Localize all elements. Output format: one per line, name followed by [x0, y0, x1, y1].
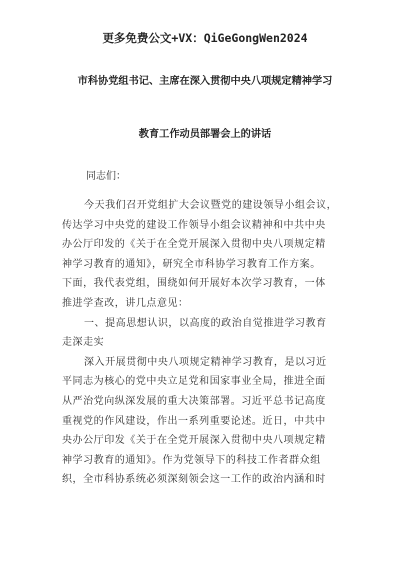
section-heading-line: 一、提高思想认识，以高度的政治自觉推进学习教育: [84, 317, 327, 329]
body-line: 传达学习中央党的建设工作领导小组会议精神和中共中央: [62, 219, 326, 231]
document-body: [62, 196, 362, 490]
document-title-line-1: 市科协党组书记、主席在深入贯彻中央八项规定精神学习: [77, 76, 333, 87]
body-line: 下面，我代表党组，围绕如何开展好本次学习教育，一体: [62, 278, 326, 290]
body-line: 织，全市科协系统必须深刻领会这一工作的政治内涵和时: [62, 474, 326, 486]
body-line: 重视党的作风建设，作出一系列重要论述。近日，中共中: [62, 415, 326, 427]
body-line: 办公厅印发的《关于在全党开展深入贯彻中央八项规定精: [62, 239, 326, 251]
body-line: 神学习教育的通知》。作为党领导下的科技工作者群众组: [62, 454, 321, 466]
body-line: 平同志为核心的党中央立足党和国家事业全局，推进全面: [62, 376, 326, 388]
body-line: 深入开展贯彻中央八项规定精神学习教育，是以习近: [84, 356, 327, 368]
document-header: 更多免费公文+VX：QiGeGongWen2024: [102, 31, 308, 45]
body-line: 从严治党向纵深发展的重大决策部署。习近平总书记高度: [62, 395, 326, 407]
greeting: 同志们：: [86, 171, 126, 182]
body-line: 神学习教育的通知》，研究全市科协学习教育工作方案。: [62, 258, 321, 270]
body-line: 今天我们召开党组扩大会议暨党的建设领导小组会议，: [84, 200, 338, 211]
section-heading-line: 走深走实: [62, 337, 105, 349]
body-line: 推进学查改，讲几点意见：: [62, 297, 189, 309]
body-line: 央办公厅印发《关于在全党开展深入贯彻中央八项规定精: [62, 435, 326, 447]
document-title-line-2: 教育工作动员部署会上的讲话: [138, 129, 272, 140]
